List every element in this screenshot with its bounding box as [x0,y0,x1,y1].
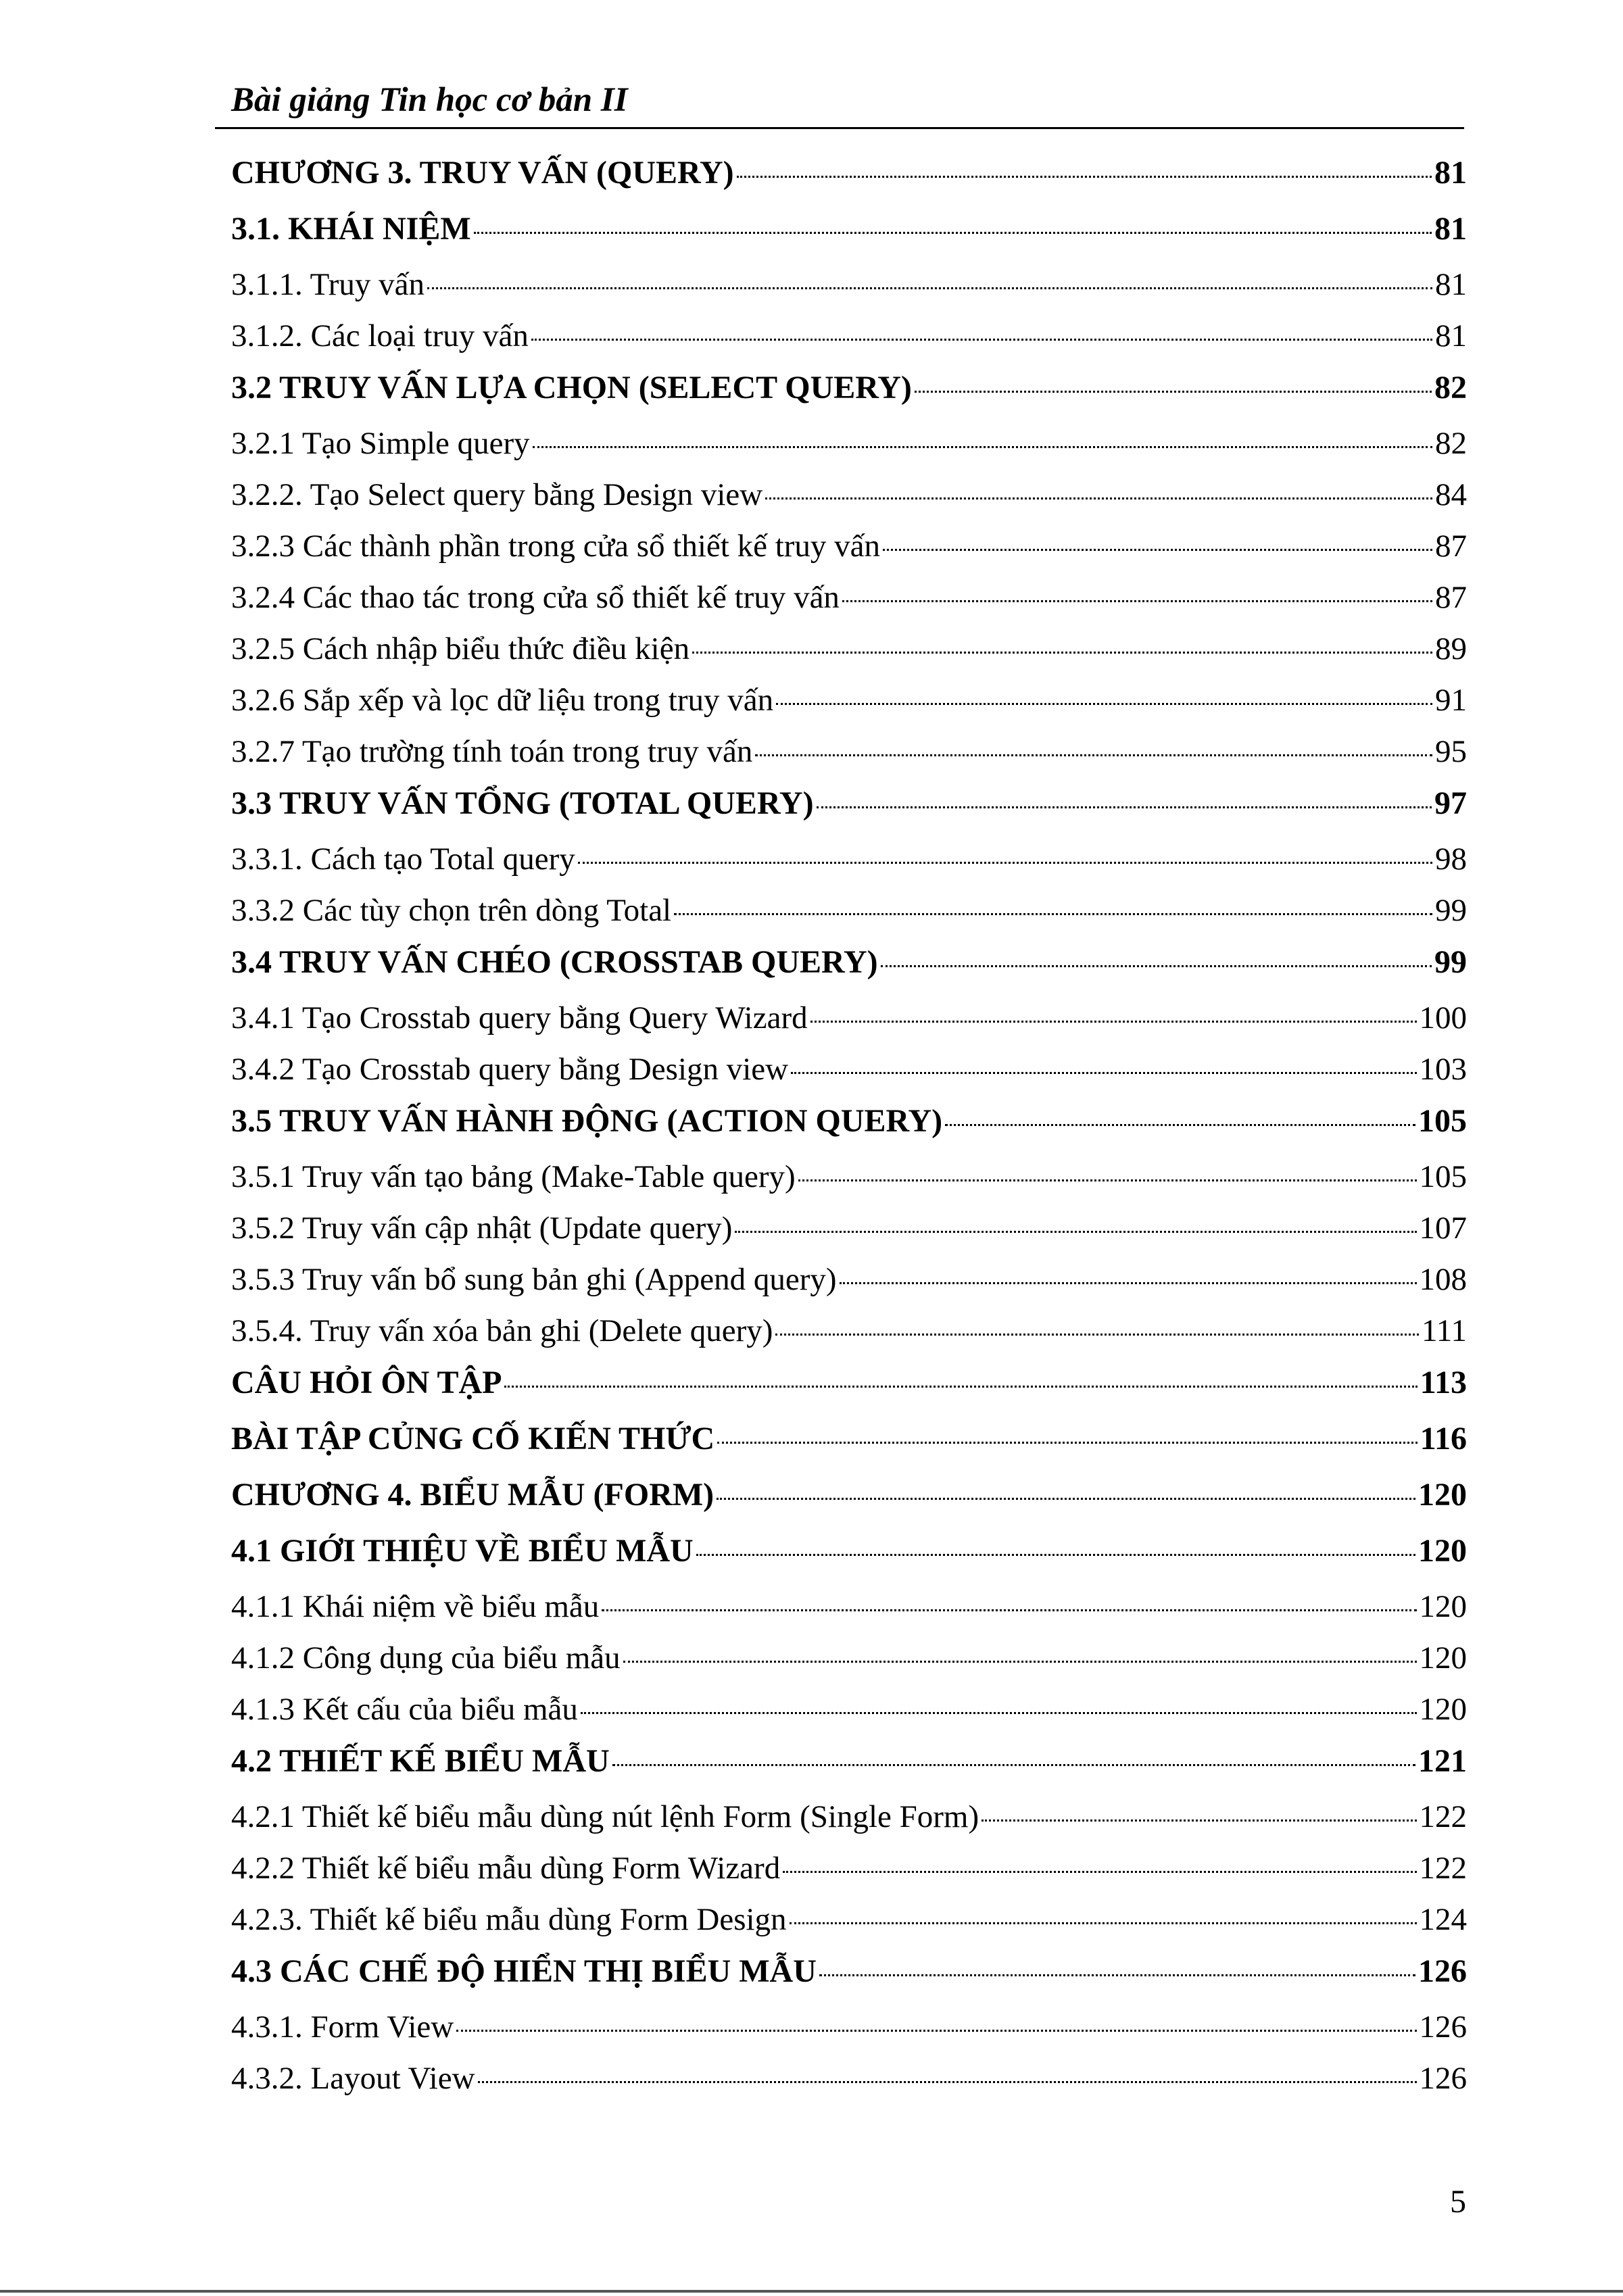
dot-leader [692,652,1432,654]
toc-entry-title: 3.2.3 Các thành phần trong cửa sổ thiết kế truy vấn [231,529,881,564]
toc-entry-title: 3.2.5 Cách nhập biểu thức điều kiện [231,631,690,666]
toc-entry-page: 81 [1434,155,1467,191]
toc-heading-entry [231,369,1467,425]
toc-entry-page: 81 [1434,211,1467,247]
toc-entry-title: 3.1.2. Các loại truy vấn [231,318,529,353]
toc-entry-title: 3.1. KHÁI NIỆM [231,211,471,247]
toc-entry-title: 3.2.2. Tạo Select query bằng Design view [231,477,763,512]
dot-leader [775,1334,1419,1336]
dot-leader [737,176,1432,178]
toc-heading-entry [231,154,1467,210]
toc-heading-entry [231,785,1467,841]
toc-heading-entry [231,1742,1467,1799]
dot-leader [819,1974,1415,1976]
toc-entry-title: 4.3.2. Layout View [231,2061,475,2096]
toc-entry-title: CÂU HỎI ÔN TẬP [231,1365,502,1400]
toc-entry-page: 120 [1419,1692,1467,1727]
dot-leader [674,913,1432,915]
dot-leader [776,703,1432,705]
toc-entry-title: 3.1.1. Truy vấn [231,267,425,302]
toc-entry [231,1799,1467,1850]
toc-entry [231,1261,1467,1313]
toc-entry [231,579,1467,631]
dot-leader [817,806,1432,808]
toc-entry-page: 126 [1419,2009,1467,2045]
toc-entry-title: 3.4 TRUY VẤN CHÉO (CROSSTAB QUERY) [231,944,878,980]
toc-entry-page: 122 [1419,1799,1467,1834]
toc-entry-page: 91 [1435,683,1467,718]
toc-entry-page: 111 [1421,1313,1467,1348]
toc-entry-page: 81 [1435,267,1467,302]
toc-entry-title: 4.2.2 Thiết kế biểu mẫu dùng Form Wizard [231,1851,781,1886]
toc-entry-title: CHƯƠNG 3. TRUY VẤN (QUERY) [231,155,734,191]
toc-entry-title: 4.3.1. Form View [231,2009,454,2045]
dot-leader [765,497,1432,499]
dot-leader [915,391,1432,393]
toc-entry-title: 4.1.1 Khái niệm về biểu mẫu [231,1589,600,1624]
dot-leader [578,862,1432,864]
toc-entry-title: 3.2 TRUY VẤN LỰA CHỌN (SELECT QUERY) [231,370,912,406]
toc-entry-title: 3.2.1 Tạo Simple query [231,426,530,461]
dot-leader [883,549,1432,551]
toc-entry-title: 3.5.2 Truy vấn cập nhật (Update query) [231,1211,733,1246]
dot-leader [478,2081,1417,2083]
toc-entry [231,682,1467,733]
toc-entry-page: 121 [1418,1743,1467,1779]
dot-leader [717,1442,1417,1444]
toc-entry-title: CHƯƠNG 4. BIỂU MẪU (FORM) [231,1477,714,1513]
toc-entry-page: 99 [1435,893,1467,928]
toc-entry-page: 126 [1419,2061,1467,2096]
toc-entry-page: 120 [1418,1477,1467,1513]
toc-entry [231,1640,1467,1691]
toc-entry [231,1000,1467,1051]
toc-entry [231,841,1467,892]
dot-leader [982,1819,1416,1822]
toc-entry-title: 3.2.7 Tạo trường tính toán trong truy vấn [231,734,753,769]
toc-entry-page: 82 [1434,370,1467,406]
toc-entry-page: 108 [1419,1262,1467,1297]
toc-entry [231,425,1467,477]
toc-entry-title: 3.5.3 Truy vấn bổ sung bản ghi (Append query) [231,1262,837,1297]
toc-entry-page: 120 [1419,1589,1467,1624]
toc-entry-title: 3.5.4. Truy vấn xóa bản ghi (Delete query) [231,1313,773,1348]
toc-entry [231,1210,1467,1261]
dot-leader [790,1922,1417,1924]
toc-entry [231,631,1467,682]
toc-entry-page: 107 [1419,1211,1467,1246]
dot-leader [717,1498,1415,1500]
dot-leader [945,1124,1415,1126]
toc-entry-page: 122 [1419,1851,1467,1886]
page-number: 5 [1450,2184,1466,2220]
dot-leader [798,1179,1417,1181]
toc-heading-entry [231,1420,1467,1476]
toc-entry [231,1051,1467,1102]
toc-entry-page: 87 [1435,580,1467,615]
toc-heading-entry [231,1532,1467,1588]
dot-leader [791,1072,1416,1074]
toc-entry-title: 4.2 THIẾT KẾ BIỂU MẪU [231,1743,610,1779]
toc-heading-entry [231,1476,1467,1532]
dot-leader [533,446,1432,448]
toc-entry [231,528,1467,579]
dot-leader [842,600,1432,602]
toc-entry-title: 4.3 CÁC CHẾ ĐỘ HIỂN THỊ BIỂU MẪU [231,1953,817,1989]
toc-entry-page: 103 [1419,1052,1467,1087]
toc-entry-page: 120 [1419,1640,1467,1676]
toc-entry [231,1691,1467,1742]
toc-entry-title: BÀI TẬP CỦNG CỐ KIẾN THỨC [231,1421,715,1457]
header-rule [215,127,1464,129]
dot-leader [881,965,1432,967]
toc-heading-entry [231,944,1467,1000]
toc-entry-title: 4.1.3 Kết cấu của biểu mẫu [231,1692,578,1727]
dot-leader [735,1231,1416,1233]
toc-entry-title: 4.1 GIỚI THIỆU VỀ BIỂU MẪU [231,1533,694,1569]
dot-leader [623,1661,1417,1663]
toc-entry [231,477,1467,528]
toc-entry-title: 4.2.1 Thiết kế biểu mẫu dùng nút lệnh Form (Single Form) [231,1799,979,1834]
toc-entry [231,1850,1467,1901]
toc-entry [231,1158,1467,1210]
dot-leader [602,1609,1416,1611]
toc-entry-title: 4.2.3. Thiết kế biểu mẫu dùng Form Design [231,1902,787,1937]
toc-entry [231,2009,1467,2060]
toc-entry-title: 3.3 TRUY VẤN TỔNG (TOTAL QUERY) [231,785,814,821]
table-of-contents [231,154,1467,2111]
toc-entry-page: 81 [1435,318,1467,353]
toc-entry-page: 120 [1418,1533,1467,1569]
toc-entry-page: 89 [1435,631,1467,666]
toc-heading-entry [231,1102,1467,1158]
toc-entry-title: 3.3.2 Các tùy chọn trên dòng Total [231,893,672,928]
toc-entry [231,892,1467,944]
toc-entry [231,1313,1467,1364]
toc-entry [231,266,1467,318]
toc-entry [231,733,1467,785]
toc-entry-page: 82 [1435,426,1467,461]
toc-entry-page: 95 [1435,734,1467,769]
dot-leader [531,339,1432,341]
toc-entry-page: 124 [1419,1902,1467,1937]
dot-leader [840,1282,1417,1284]
dot-leader [456,2030,1416,2032]
dot-leader [504,1386,1417,1388]
toc-entry-title: 3.2.6 Sắp xếp và lọc dữ liệu trong truy vấn [231,683,774,718]
toc-entry-page: 87 [1435,529,1467,564]
toc-entry [231,1588,1467,1640]
dot-leader [696,1554,1415,1556]
toc-entry-page: 105 [1418,1103,1467,1139]
toc-entry-title: 3.4.2 Tạo Crosstab query bằng Design view [231,1052,789,1087]
toc-entry-title: 3.4.1 Tạo Crosstab query bằng Query Wizard [231,1000,808,1035]
toc-heading-entry [231,1953,1467,2009]
running-header: Bài giảng Tin học cơ bản II [231,81,628,119]
toc-entry [231,1901,1467,1953]
toc-entry-title: 3.3.1. Cách tạo Total query [231,841,575,877]
toc-entry [231,318,1467,369]
toc-entry-page: 116 [1420,1421,1467,1457]
dot-leader [810,1021,1417,1023]
dot-leader [783,1871,1416,1873]
toc-entry-page: 105 [1419,1159,1467,1194]
dot-leader [612,1764,1415,1766]
toc-entry-page: 126 [1418,1953,1467,1989]
toc-heading-entry [231,210,1467,266]
dot-leader [755,754,1432,756]
toc-entry-page: 98 [1435,841,1467,877]
toc-entry-title: 3.5.1 Truy vấn tạo bảng (Make-Table query) [231,1159,796,1194]
toc-entry-title: 4.1.2 Công dụng của biểu mẫu [231,1640,621,1676]
toc-entry-title: 3.2.4 Các thao tác trong cửa sổ thiết kế truy vấn [231,580,840,615]
toc-entry-page: 113 [1420,1365,1467,1400]
toc-entry-page: 97 [1434,785,1467,821]
toc-entry [231,2060,1467,2111]
toc-entry-page: 100 [1419,1000,1467,1035]
toc-heading-entry [231,1364,1467,1420]
toc-entry-page: 84 [1435,477,1467,512]
toc-entry-page: 99 [1434,944,1467,980]
scan-bottom-edge [0,2290,1623,2293]
dot-leader [581,1712,1417,1714]
dot-leader [474,232,1432,234]
toc-entry-title: 3.5 TRUY VẤN HÀNH ĐỘNG (ACTION QUERY) [231,1103,943,1139]
dot-leader [427,287,1432,289]
